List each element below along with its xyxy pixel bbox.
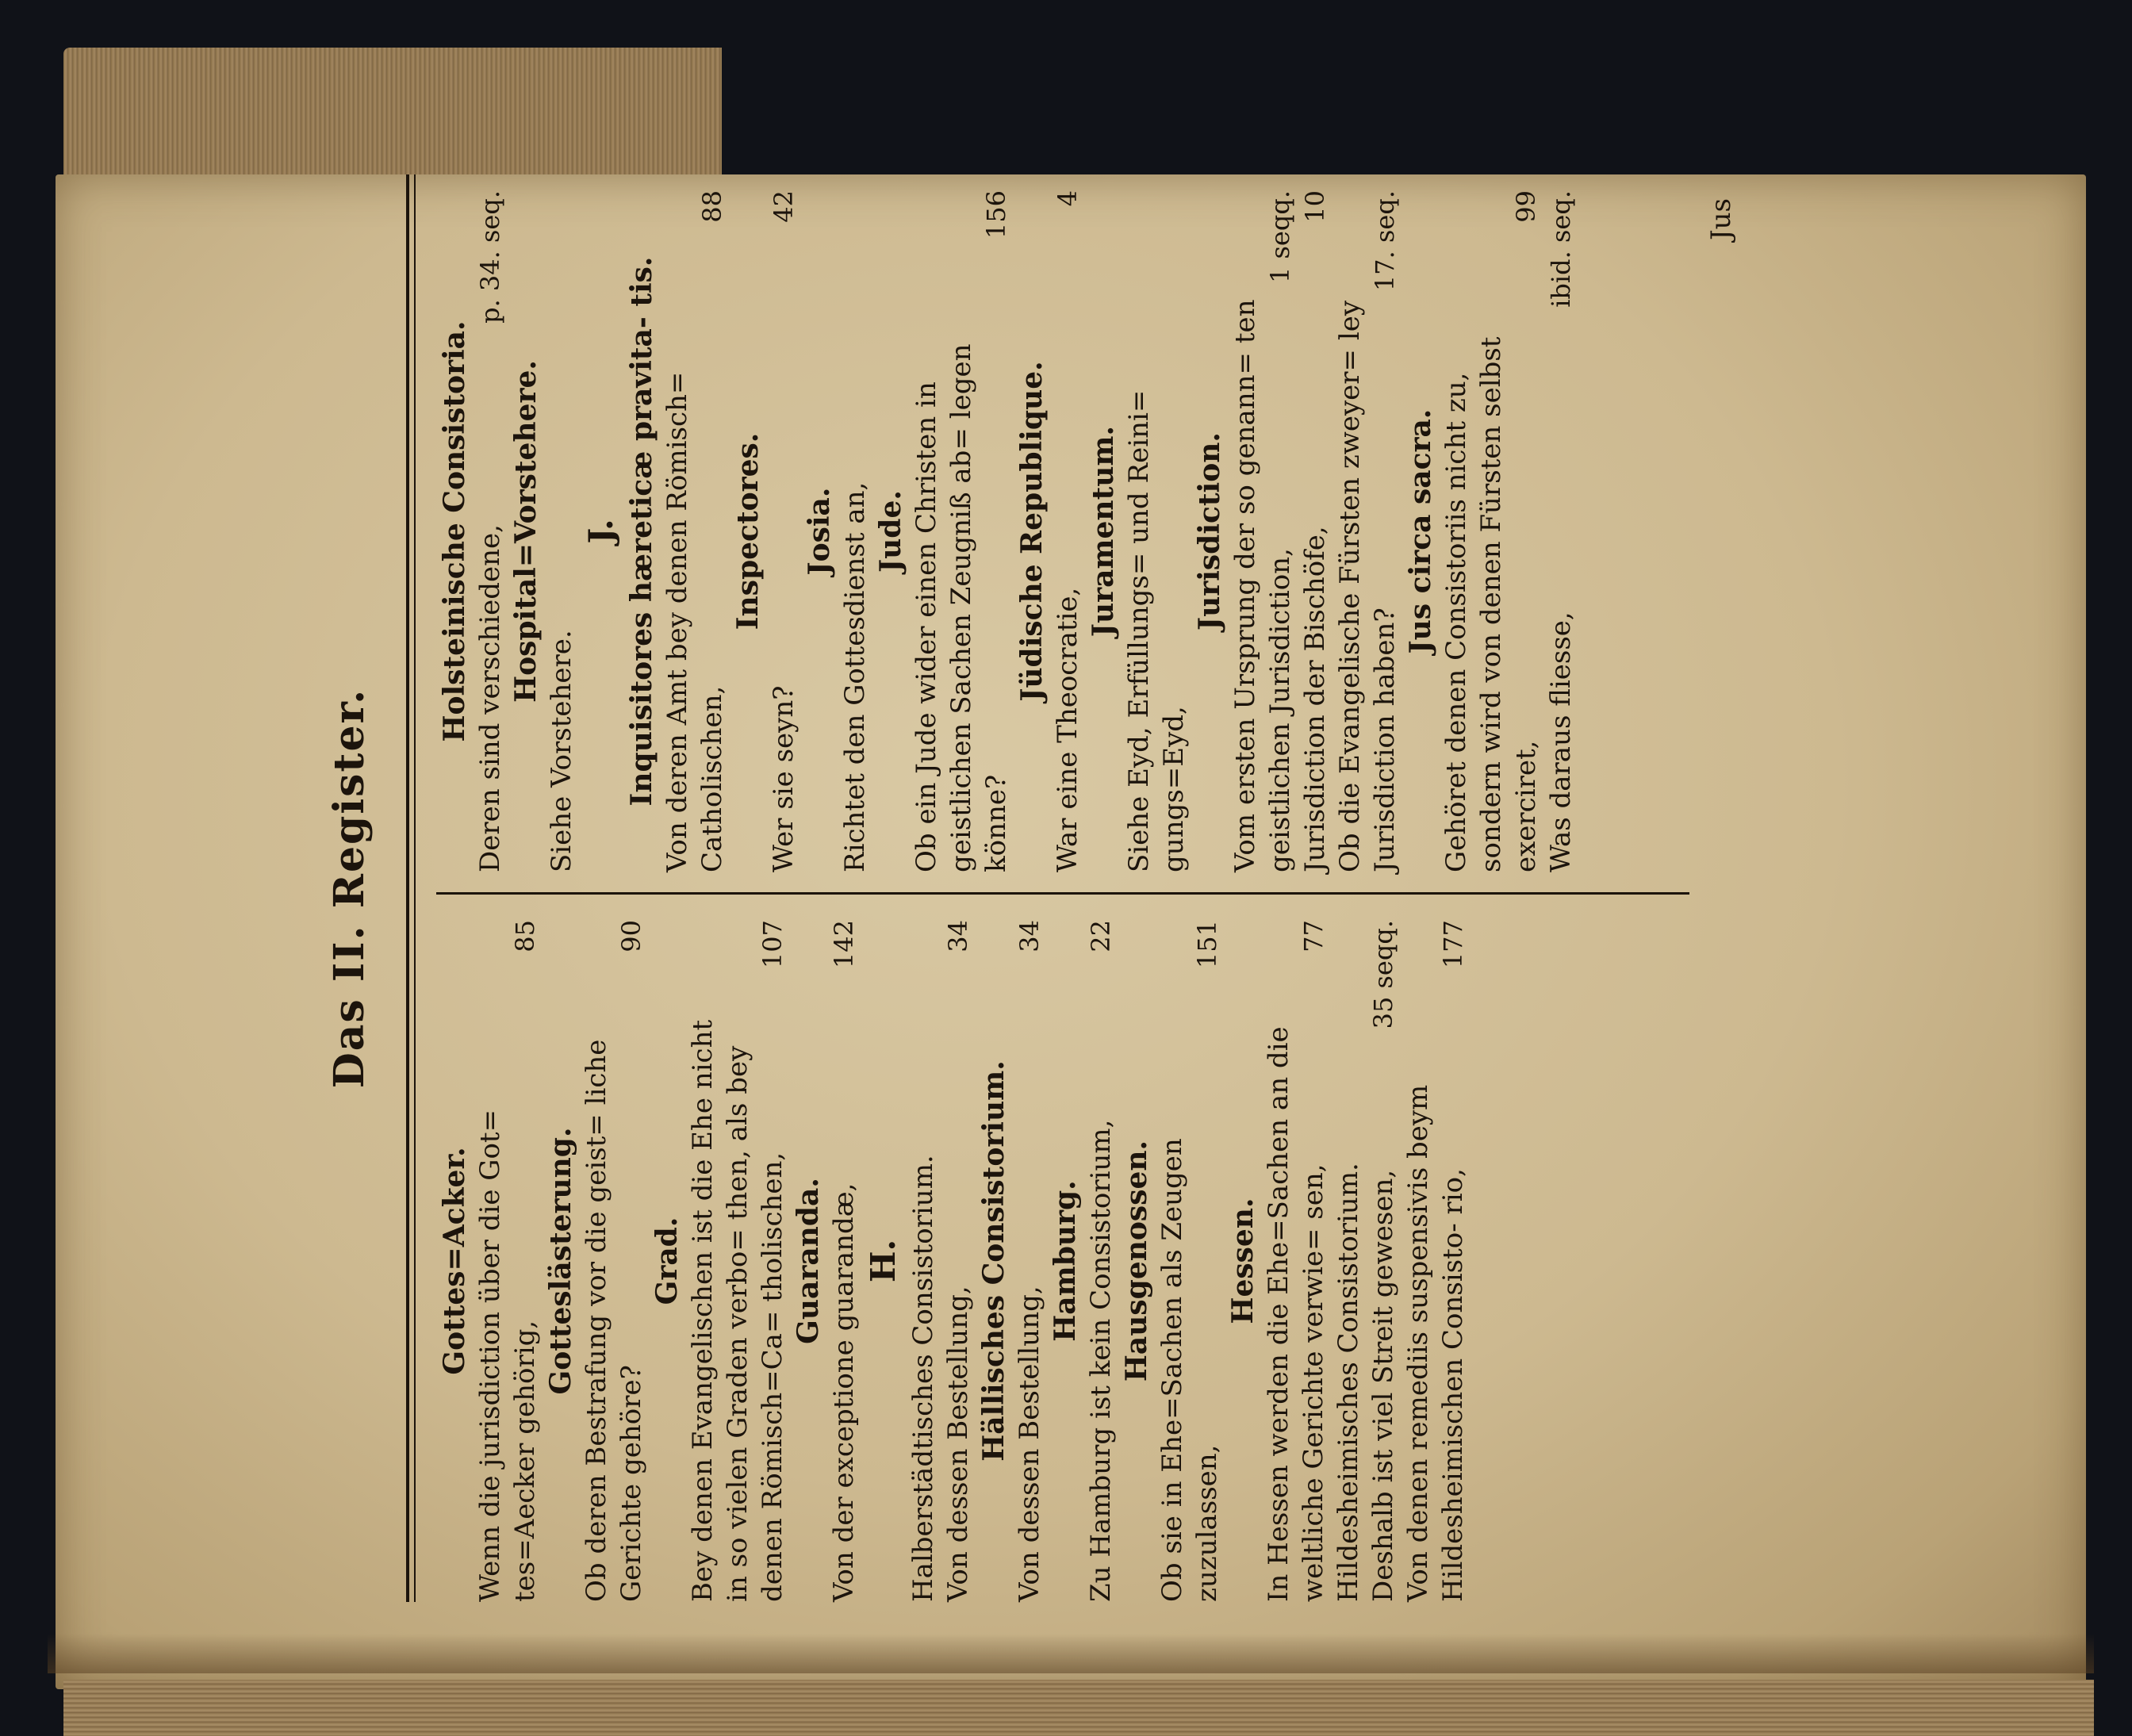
column-divider — [436, 892, 1689, 895]
index-entry — [1012, 920, 1047, 1602]
page-reference: 17. seq. — [1370, 190, 1400, 292]
index-entry — [1050, 190, 1085, 872]
entry-text: Von der exceptione guarandæ, — [828, 1182, 860, 1602]
header-rule — [406, 174, 409, 1602]
index-column-left — [436, 920, 1471, 1602]
index-entry — [660, 190, 730, 872]
page-reference: 107 — [757, 920, 788, 969]
index-heading: Hausgenossen. — [1120, 1140, 1153, 1382]
entry-text: Gehöret denen Consistoriis nicht zu, sondern wird von denen Fürsten selbst exerciret, — [1440, 336, 1542, 872]
page-reference: 42 — [769, 190, 799, 223]
index-heading: Gotteslästerung. — [544, 1127, 577, 1395]
entry-text: Halberstädtisches Consistorium. — [907, 1155, 939, 1602]
index-entry — [685, 920, 790, 1602]
page-reference: 34 — [943, 920, 973, 952]
entry-text: In Hessen werden die Ehe=Sachen an die weltliche Gerichte verwie= sen, — [1263, 1026, 1329, 1602]
index-heading: Hospital=Vorstehere. — [509, 360, 543, 703]
page-reference: 35 seqq. — [1368, 920, 1398, 1029]
entry-text: Wenn die jurisdiction über die Got= tes=Aecker gehörig, — [474, 1109, 541, 1602]
index-entry — [941, 920, 976, 1602]
rotated-text-block — [325, 174, 1745, 1602]
entry-text: Von denen remediis suspensivis beym Hildesheimischen Consisto- rio, — [1402, 1084, 1469, 1602]
index-entry — [1228, 190, 1298, 872]
entry-text: Ob die Evangelische Fürsten zweyer= ley Jurisdiction haben? — [1334, 300, 1401, 872]
page-reference: 77 — [1298, 920, 1329, 952]
index-heading: Jurisdiction. — [1193, 432, 1226, 630]
book-bottom-edge — [63, 1680, 2094, 1736]
index-heading: Grad. — [650, 1217, 684, 1305]
section-letter: J. — [581, 519, 620, 544]
index-column-right — [436, 190, 1578, 872]
page-reference: 156 — [981, 190, 1011, 240]
entry-text: Bey denen Evangelischen ist die Ehe nicht in so vielen Graden verbo= then, als bey denen Römisch=Ca= tholischen, — [687, 1019, 788, 1602]
index-entry — [1332, 190, 1402, 872]
entry-text: Von dessen Bestellung, — [1014, 1286, 1045, 1602]
page-reference: 1 seqq. — [1265, 190, 1295, 284]
entry-text: Richtet den Gottesdienst an, — [839, 481, 871, 872]
index-heading: Inquisitores hæreticæ pravita- tis. — [625, 256, 658, 807]
page-reference: 99 — [1511, 190, 1541, 223]
page-reference: 10 — [1300, 190, 1330, 223]
index-entry — [1155, 920, 1225, 1602]
index-entry — [1331, 920, 1366, 1602]
index-entry — [766, 190, 801, 872]
index-entry — [826, 920, 861, 1602]
entry-text: Deshalb ist viel Streit gewesen, — [1367, 1169, 1399, 1602]
index-heading: Gottes=Acker. — [438, 1147, 471, 1375]
index-heading: Hamburg. — [1049, 1180, 1082, 1342]
page-header: Das II. Register. — [325, 688, 374, 1089]
header-rule-thin — [414, 174, 416, 1602]
page-reference: 22 — [1086, 920, 1116, 952]
page-reference: p. 34. seq. — [475, 190, 505, 324]
index-heading: Josia. — [803, 487, 836, 576]
index-entry — [1083, 920, 1118, 1602]
page-reference: 177 — [1438, 920, 1468, 969]
index-entry — [1543, 190, 1578, 872]
index-entry — [1401, 920, 1471, 1602]
index-entry — [1439, 190, 1543, 872]
index-entry — [1298, 190, 1332, 872]
index-heading: Hällisches Consistorium. — [977, 1060, 1010, 1462]
catchword: Jus — [1705, 198, 1737, 240]
section-letter: H. — [864, 1239, 903, 1283]
entry-text: Was daraus fliesse, — [1545, 611, 1577, 872]
index-entry — [544, 190, 579, 872]
page-reference: 151 — [1192, 920, 1222, 969]
index-heading: Jus circa sacra. — [1404, 408, 1437, 654]
entry-text: War eine Theocratie, — [1052, 587, 1083, 872]
page-reference: 85 — [510, 920, 540, 952]
entry-text: Von deren Amt bey denen Römisch= Catholischen, — [661, 371, 728, 872]
index-heading: Holsteinische Consistoria. — [438, 320, 471, 742]
entry-text: Wer sie seyn? — [768, 685, 800, 872]
entry-text: Siehe Eyd, Erfüllungs= und Reini= gungs=Eyd, — [1123, 389, 1190, 872]
page-reference: 88 — [697, 190, 727, 223]
index-entry — [906, 920, 941, 1602]
index-entry — [1366, 920, 1401, 1602]
entry-text: Hildesheimisches Consistorium. — [1332, 1163, 1364, 1602]
page-reference: ibid. seq. — [1546, 190, 1576, 308]
index-heading: Jüdische Republique. — [1015, 361, 1049, 702]
index-entry — [909, 190, 1014, 872]
entry-text: Vom ersten Ursprung der so genann= ten geistlichen Jurisdiction, — [1229, 299, 1296, 872]
entry-text: Jurisdiction der Bischöfe, — [1299, 526, 1331, 872]
index-entry — [1122, 190, 1191, 872]
entry-text: Zu Hamburg ist kein Consistorium, — [1085, 1119, 1117, 1602]
page-gutter — [48, 1634, 2094, 1673]
index-entry — [473, 920, 543, 1602]
index-heading: Jude. — [874, 490, 907, 573]
page-reference: 90 — [616, 920, 646, 952]
index-entry — [579, 920, 649, 1602]
index-heading: Guaranda. — [792, 1178, 825, 1344]
page-reference: 142 — [829, 920, 859, 969]
entry-text: Von dessen Bestellung, — [942, 1286, 974, 1602]
entry-text: Deren sind verschiedene, — [474, 524, 506, 872]
page-reference: 34 — [1014, 920, 1045, 952]
index-entry — [838, 190, 872, 872]
entry-text: Siehe Vorstehere. — [546, 630, 577, 872]
entry-text: Ob deren Bestrafung vor die geist= liche Gerichte gehöre? — [581, 1039, 647, 1602]
entry-text: Ob ein Jude wider einen Christen in geistlichen Sachen Zeugniß ab= legen könne? — [911, 343, 1012, 872]
index-heading: Juramentum. — [1087, 425, 1120, 638]
index-heading: Inspectores. — [731, 432, 765, 630]
page-reference: 4 — [1053, 190, 1083, 207]
index-heading: Hessen. — [1226, 1198, 1260, 1324]
entry-text: Ob sie in Ehe=Sachen als Zeugen zuzulassen, — [1156, 1138, 1223, 1602]
index-entry — [1261, 920, 1331, 1602]
index-entry — [473, 190, 508, 872]
